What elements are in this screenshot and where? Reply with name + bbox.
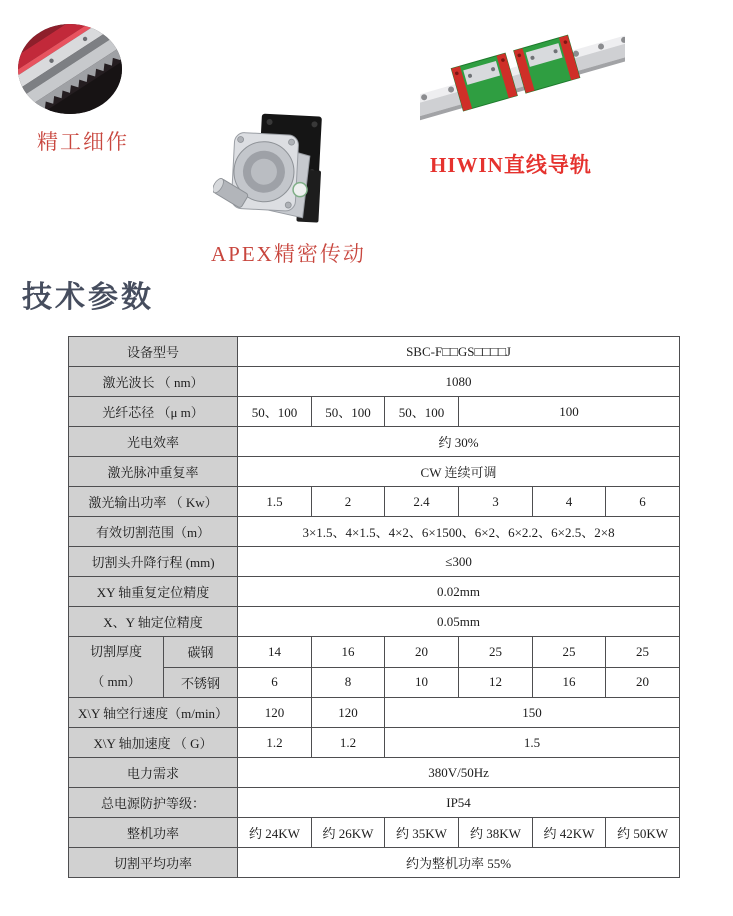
- spec-label-cell: 光电效率: [69, 427, 238, 457]
- spec-value-cell: 约 26KW: [312, 818, 385, 848]
- spec-row: [69, 427, 680, 457]
- linear-guide-photo: [420, 4, 625, 148]
- spec-value-cell: 25: [533, 637, 606, 668]
- spec-value-cell: 2: [312, 487, 385, 517]
- spec-value-cell: 0.02mm: [238, 577, 680, 607]
- spec-label-cell: X\Y 轴加速度 （ G）: [69, 728, 238, 758]
- spec-value-cell: 25: [606, 637, 680, 668]
- spec-row: [69, 728, 680, 758]
- spec-value-cell: 20: [385, 637, 459, 668]
- rack-pinion-illustration: [17, 23, 123, 115]
- spec-value-cell: 20: [606, 667, 680, 698]
- spec-value-cell: 6: [606, 487, 680, 517]
- spec-value-cell: 3: [459, 487, 533, 517]
- spec-row: [69, 577, 680, 607]
- caption-hiwin: HIWIN直线导轨: [430, 153, 592, 177]
- spec-label-cell: 光纤芯径 （μ m）: [69, 397, 238, 427]
- spec-value-cell: 8: [312, 667, 385, 698]
- spec-row: [69, 397, 680, 427]
- spec-label-cell: 设备型号: [69, 337, 238, 367]
- spec-value-cell: 6: [238, 667, 312, 698]
- spec-value-cell: 16: [533, 667, 606, 698]
- spec-value-cell: 约 42KW: [533, 818, 606, 848]
- spec-row: [69, 788, 680, 818]
- spec-value-cell: 4: [533, 487, 606, 517]
- rack-pinion-photo: [17, 23, 123, 115]
- spec-label-cell: 切割厚度 （ mm）: [69, 637, 164, 698]
- spec-value-cell: 约 30%: [238, 427, 680, 457]
- spec-value-cell: 约 38KW: [459, 818, 533, 848]
- spec-value-cell: 约为整机功率 55%: [238, 848, 680, 878]
- spec-value-cell: 1.2: [238, 728, 312, 758]
- spec-value-cell: 150: [385, 698, 680, 728]
- spec-label-cell: 切割头升降行程 (mm): [69, 547, 238, 577]
- spec-value-cell: 25: [459, 637, 533, 668]
- spec-label-cell: 激光脉冲重复率: [69, 457, 238, 487]
- spec-row: [69, 848, 680, 878]
- spec-value-cell: 0.05mm: [238, 607, 680, 637]
- spec-value-cell: 约 35KW: [385, 818, 459, 848]
- spec-value-cell: CW 连续可调: [238, 457, 680, 487]
- spec-value-cell: 1080: [238, 367, 680, 397]
- spec-value-cell: 约 24KW: [238, 818, 312, 848]
- spec-label-cell: 切割平均功率: [69, 848, 238, 878]
- spec-value-cell: 约 50KW: [606, 818, 680, 848]
- spec-row: [69, 607, 680, 637]
- spec-value-cell: 50、100: [238, 397, 312, 427]
- spec-label-cell: 有效切割范围（m）: [69, 517, 238, 547]
- caption-craftsmanship: 精工细作: [37, 130, 129, 154]
- spec-label-cell: 整机功率: [69, 818, 238, 848]
- spec-value-cell: 2.4: [385, 487, 459, 517]
- spec-value-cell: 1.2: [312, 728, 385, 758]
- spec-table: [68, 336, 680, 878]
- spec-value-cell: 12: [459, 667, 533, 698]
- spec-row: [69, 457, 680, 487]
- spec-label-cell: 总电源防护等级：: [69, 788, 238, 818]
- spec-value-cell: 3×1.5、4×1.5、4×2、6×1500、6×2、6×2.2、6×2.5、2×8: [238, 517, 680, 547]
- caption-apex: APEX精密传动: [211, 242, 366, 266]
- spec-value-cell: 50、100: [385, 397, 459, 427]
- spec-row: [69, 547, 680, 577]
- spec-value-cell: 380V/50Hz: [238, 758, 680, 788]
- spec-row: [69, 637, 680, 668]
- spec-value-cell: 16: [312, 637, 385, 668]
- spec-value-cell: 1.5: [238, 487, 312, 517]
- spec-label-cell: X、Y 轴定位精度: [69, 607, 238, 637]
- spec-value-cell: 120: [238, 698, 312, 728]
- spec-row: [69, 337, 680, 367]
- spec-row: [69, 367, 680, 397]
- spec-value-cell: ≤300: [238, 547, 680, 577]
- spec-label-cell: 不锈钢: [164, 667, 238, 698]
- spec-value-cell: 100: [459, 397, 680, 427]
- spec-row: [69, 487, 680, 517]
- spec-value-cell: 10: [385, 667, 459, 698]
- spec-label-cell: XY 轴重复定位精度: [69, 577, 238, 607]
- spec-value-cell: 120: [312, 698, 385, 728]
- spec-value-cell: SBC-F□□GS□□□□J: [238, 337, 680, 367]
- spec-label-cell: 激光波长 （ nm）: [69, 367, 238, 397]
- spec-value-cell: IP54: [238, 788, 680, 818]
- spec-label-cell: X\Y 轴空行速度（m/min）: [69, 698, 238, 728]
- spec-value-cell: 50、100: [312, 397, 385, 427]
- spec-label-cell: 电力需求: [69, 758, 238, 788]
- spec-value-cell: 14: [238, 637, 312, 668]
- spec-label-cell: 碳钢: [164, 637, 238, 668]
- spec-row: [69, 758, 680, 788]
- section-title: 技术参数: [22, 281, 154, 314]
- spec-row: [69, 517, 680, 547]
- spec-label-cell: 激光输出功率 （ Kw）: [69, 487, 238, 517]
- gearbox-illustration: [213, 108, 325, 234]
- gearbox-photo: [213, 108, 325, 234]
- linear-guide-illustration: [420, 4, 625, 148]
- spec-row: [69, 698, 680, 728]
- spec-row: [69, 818, 680, 848]
- spec-value-cell: 1.5: [385, 728, 680, 758]
